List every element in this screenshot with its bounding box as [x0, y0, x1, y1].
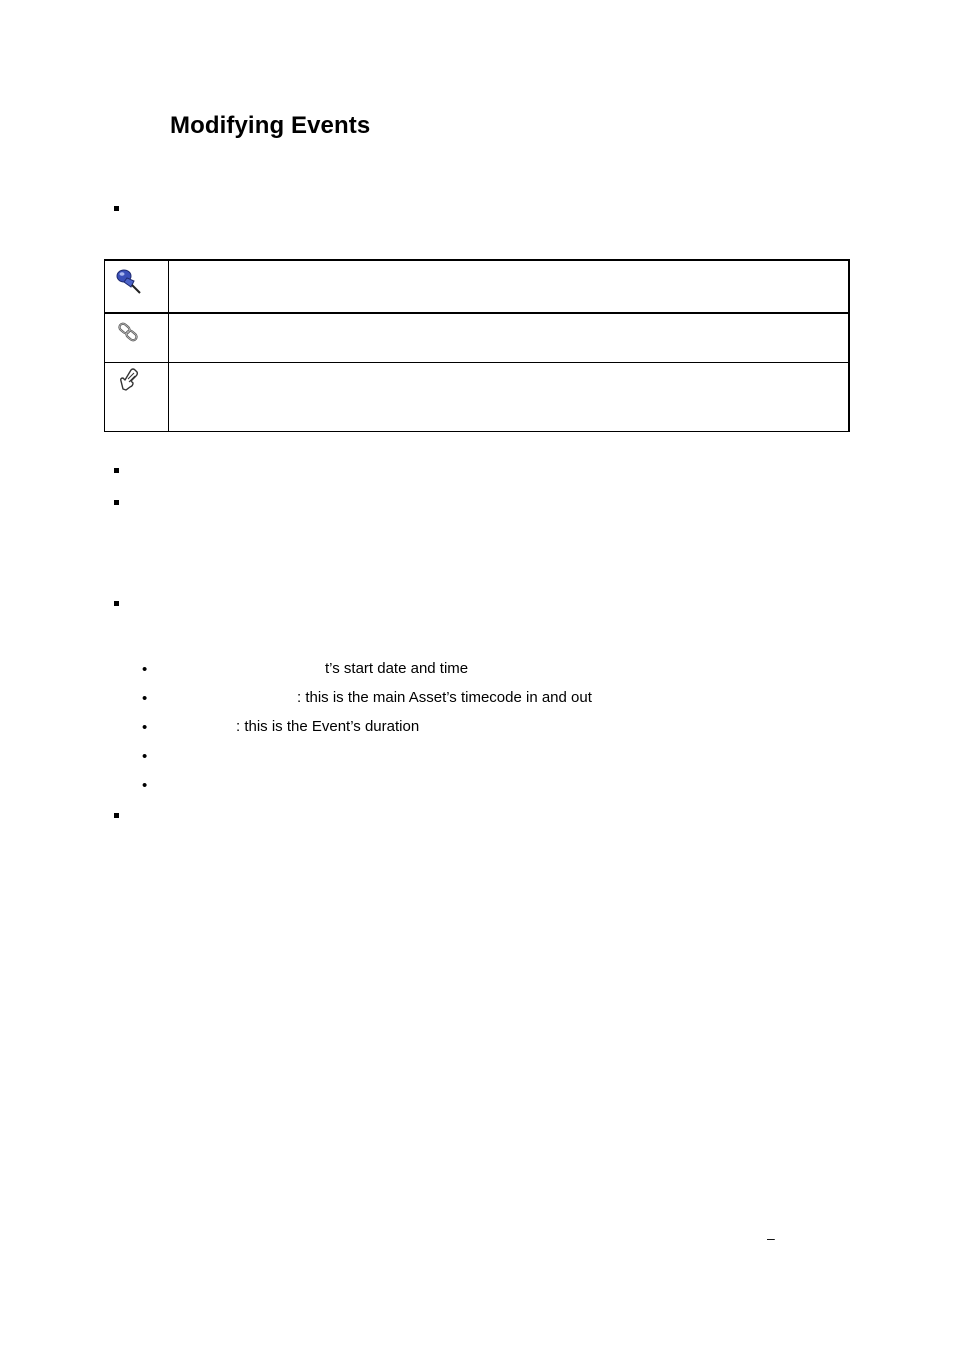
chain-link-icon	[117, 321, 141, 345]
duration-text: : this is the Event’s duration	[236, 718, 420, 735]
timecode-text: : this is the main Asset’s timecode in and out	[297, 689, 592, 706]
description-cell	[169, 313, 850, 363]
round-bullet: •	[142, 690, 148, 707]
description-cell	[169, 260, 850, 313]
description-cell	[169, 363, 850, 432]
icon-cell	[105, 260, 169, 313]
round-bullet: •	[142, 661, 148, 678]
square-bullet	[114, 468, 119, 473]
square-bullet	[114, 500, 119, 505]
square-bullet	[114, 813, 119, 818]
pointing-hand-icon	[117, 367, 141, 393]
page-title: Modifying Events	[170, 112, 371, 139]
icon-cell	[105, 363, 169, 432]
round-bullet: •	[142, 719, 148, 736]
pushpin-icon	[114, 267, 144, 297]
table-row	[105, 363, 850, 432]
icon-cell	[105, 313, 169, 363]
footer-dash: –	[767, 1230, 775, 1246]
start-date-text: t’s start date and time	[325, 660, 469, 677]
round-bullet: •	[142, 777, 148, 794]
table-row	[105, 260, 850, 313]
table-row	[105, 313, 850, 363]
icon-table	[104, 259, 850, 432]
square-bullet	[114, 206, 119, 211]
round-bullet: •	[142, 748, 148, 765]
square-bullet	[114, 601, 119, 606]
